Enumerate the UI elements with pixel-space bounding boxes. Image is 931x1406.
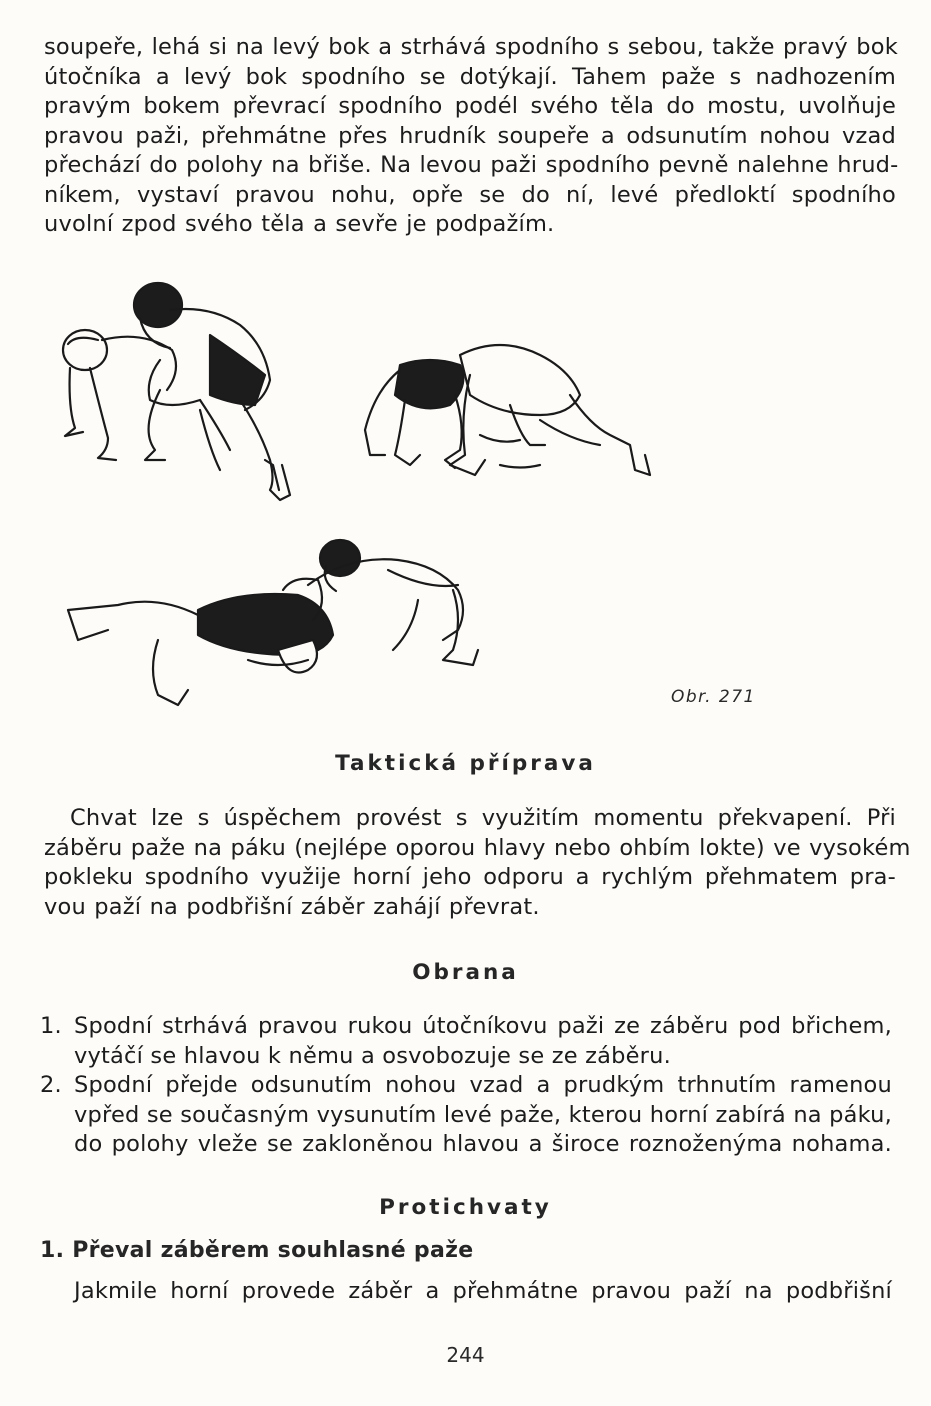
counter-subheading: 1. Převal záběrem souhlasné paže — [40, 1238, 474, 1263]
text-line: do polohy vleže se zakloněnou hlavou a široce roznoženýma nohama. — [74, 1131, 892, 1157]
counter-paragraph — [74, 1277, 892, 1307]
text-line: vou paží na podbřišní záběr zahájí převrat. — [44, 893, 540, 920]
list-number: 2. — [40, 1072, 62, 1098]
text-line: pravým bokem převrací spodního podél svého těla do mostu, uvolňuje — [44, 93, 896, 119]
list-number: 1. — [40, 1013, 62, 1039]
text-line: pokleku spodního využije horní jeho odporu a rychlým přehmatem pra- — [44, 864, 896, 890]
page-number: 244 — [446, 1343, 485, 1367]
wrestlers-figure-1 — [50, 270, 300, 520]
text-line: uvolní zpod svého těla a sevře je podpažím. — [44, 211, 555, 237]
section-heading-counter: Protichvaty — [379, 1195, 552, 1220]
list-item — [40, 1071, 892, 1160]
tactical-paragraph — [44, 804, 911, 922]
defense-list — [40, 1012, 892, 1160]
text-line: Spodní strhává pravou rukou útočníkovu paži ze záběru pod břichem, — [74, 1013, 892, 1039]
text-line: níkem, vystaví pravou nohu, opře se do ní, levé předloktí spodního — [44, 181, 896, 208]
list-item — [40, 1012, 892, 1071]
text-line: Chvat lze s úspěchem provést s využitím momentu překvapení. Při — [70, 805, 896, 831]
intro-paragraph — [44, 33, 899, 240]
text-line: Spodní přejde odsunutím nohou vzad a prudkým trhnutím ramenou — [74, 1072, 892, 1098]
figure-caption: Obr. 271 — [671, 687, 756, 707]
wrestlers-figure-2 — [360, 335, 660, 515]
wrestlers-figure-3 — [58, 530, 528, 715]
text-line: útočníka a levý bok spodního se dotýkají. Tahem paže s nadhozením — [44, 63, 896, 90]
text-line: záběru paže na páku (nejlépe oporou hlavy nebo ohbím lokte) ve vysokém — [44, 834, 911, 861]
section-heading-defense: Obrana — [412, 960, 519, 985]
text-line: soupeře, lehá si na levý bok a strhává spodního s sebou, takže pravý bok — [44, 34, 898, 60]
section-heading-tactical: Taktická příprava — [335, 751, 596, 776]
text-line: vytáčí se hlavou k němu a osvobozuje se ze záběru. — [74, 1042, 671, 1069]
text-line: vpřed se současným vysunutím levé paže, kterou horní zabírá na páku, — [74, 1101, 892, 1128]
text-line: Jakmile horní provede záběr a přehmátne pravou paží na podbřišní — [74, 1278, 892, 1304]
text-line: pravou paži, přehmátne přes hrudník soupeře a odsunutím nohou vzad — [44, 122, 896, 149]
text-line: přechází do polohy na břiše. Na levou paži spodního pevně nalehne hrud- — [44, 152, 899, 178]
